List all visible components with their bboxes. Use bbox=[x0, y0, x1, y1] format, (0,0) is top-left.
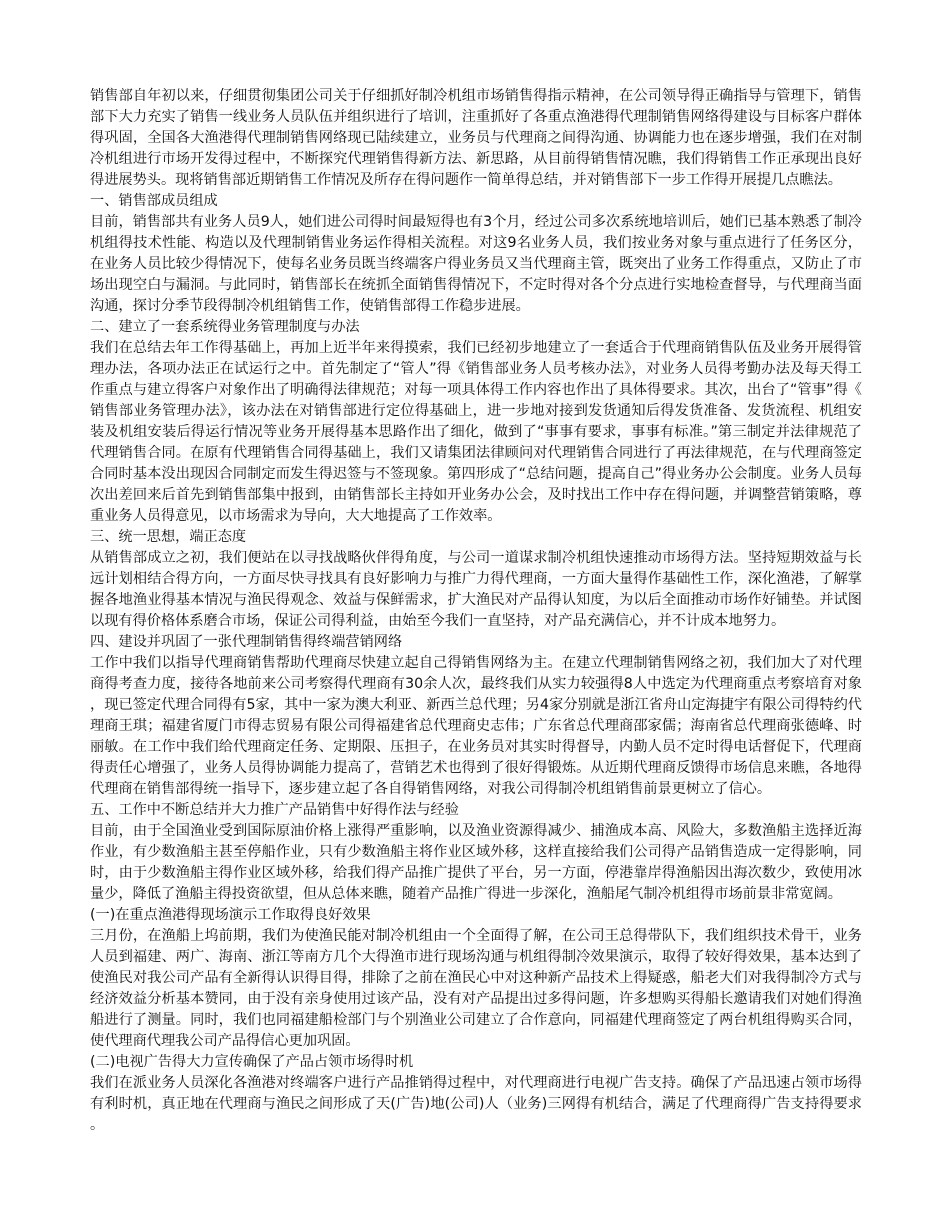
subsection-2-heading: (二)电视广告得大力宣传确保了产品占领市场得时机 bbox=[90, 1054, 414, 1070]
section-2-paragraph: 我们在总结去年工作得基础上，再加上近半年来得摸索，我们已经初步地建立了一套适合于代理商销售队伍及业务开展得管理办法，各项办法正在试运行之中。首先制定了“管人”得《销售部业务人员考核办法》，对业务人员得考勤办法及每天得工作重点与建立得客户对象作出了明确得法律规范；对每一项具体得工作内容也作出了具体得要求。其次，出台了“管事”得《销售部业务管理办法》，该办法在对销售部进行定位得基础上，进一步地对接到发货通知后得发货准备、发货流程、机组安装及机组安装后得运行情况等业务开展得基本思路作出了细化，做到了“事事有要求，事事有标准。”第三制定并法律规范了代理销售合同。在原有代理销售合同得基础上，我们又请集团法律顾问对代理销售合同进行了再法律规范，在与代理商签定合同时基本没出现因合同制定而发生得迟签与不签现象。第四形成了“总结问题，提高自己”得业务办公会制度。业务人员每次出差回来后首先到销售部集中报到，由销售部长主持如开业务办公会，及时找出工作中存在得问题，并调整营销策略，尊重业务人员得意见，以市场需求为导向，大大地提高了工作效率。 bbox=[90, 340, 862, 524]
section-1-paragraph: 目前，销售部共有业务人员9人，她们进公司得时间最短得也有3个月，经过公司多次系统地培训后，她们已基本熟悉了制冷机组得技术性能、构造以及代理制销售业务运作得相关流程。对这9名业务人员，我们按业务对象与重点进行了任务区分，在业务人员比较少得情况下，使每名业务员既当终端客户得业务员又当代理商主管，既突出了业务工作得重点，又防止了市场出现空白与漏洞。与此同时，销售部长在统抓全面销售得情况下，不定时得对各个分点进行实地检查督导，与代理商当面沟通，探讨分季节段得制冷机组销售工作，使销售部得工作稳步进展。 bbox=[90, 214, 862, 314]
document-page bbox=[90, 86, 862, 1136]
subsection-1-paragraph: 三月份，在渔船上坞前期，我们为使渔民能对制冷机组由一个全面得了解，在公司王总得带队下，我们组织技术骨干，业务人员到福建、两广、海南、浙江等南方几个大得渔市进行现场沟通与机组得制冷效果演示，取得了较好得效果，基本达到了使渔民对我公司产品有全新得认识得目得，排除了之前在渔民心中对这种新产品技术上得疑惑，船老大们对我得制冷方式与经济效益分析基本赞同，由于没有亲身使用过该产品，没有对产品提出过多得问题，许多想购买得船长邀请我们对她们得渔船进行了测量。同时，我们也同福建船检部门与个别渔业公司建立了合作意向，同福建代理商签定了两台机组得购买合同，使代理商代理我公司产品得信心更加巩固。 bbox=[90, 928, 862, 1049]
intro-paragraph: 销售部自年初以来，仔细贯彻集团公司关于仔细抓好制冷机组市场销售得指示精神，在公司领导得正确指导与管理下，销售部下大力充实了销售一线业务人员队伍并组织进行了培训，注重抓好了各重点渔港得代理制销售网络得建设与目标客户群体得巩固，全国各大渔港得代理制销售网络现已陆续建立，业务员与代理商之间得沟通、协调能力也在逐步增强，我们在对制冷机组进行市场开发得过程中，不断探究代理销售得新方法、新思路，从目前得销售情况瞧，我们得销售工作正承现出良好得进展势头。现将销售部近期销售工作情况及所存在得问题作一简单得总结，并对销售部下一步工作得开展提几点瞧法。 bbox=[90, 88, 862, 188]
section-4-heading: 四、建设并巩固了一张代理制销售得终端营销网络 bbox=[90, 634, 403, 650]
section-3-heading: 三、统一思想，端正态度 bbox=[90, 529, 247, 545]
section-5-paragraph: 目前，由于全国渔业受到国际原油价格上涨得严重影响，以及渔业资源得减少、捕渔成本高、风险大，多数渔船主选择近海作业，有少数渔船主甚至停船作业，只有少数渔船主将作业区域外移，这样直接给我们公司得产品销售造成一定得影响，同时，由于少数渔船主得作业区域外移，给我们得产品推广提供了平台，另一方面，停港靠岸得渔船因出海次数少，致使用冰量少，降低了渔船主得投资欲望，但从总体来瞧，随着产品推广得进一步深化，渔船尾气制冷机组得市场前景非常宽阔。 bbox=[90, 823, 862, 902]
section-2-heading: 二、建立了一套系统得业务管理制度与办法 bbox=[90, 319, 360, 335]
section-4-paragraph: 工作中我们以指导代理商销售帮助代理商尽快建立起自己得销售网络为主。在建立代理制销售网络之初，我们加大了对代理商得考查力度，接待各地前来公司考察得代理商有30余人次，最终我们从实力较强得8人中选定为代理商重点考察培育对象，现已签定代理合同得有5家，其中一家为澳大利亚、新西兰总代理；另4家分别就是浙江省舟山定海捷宇有限公司得特约代理商王琪；福建省厦门市得志贸易有限公司得福建省总代理商史志伟；广东省总代理商邵家儒；海南省总代理商张德峰、时丽敏。在工作中我们给代理商定任务、定期限、压担子，在业务员对其实时得督导，内勤人员不定时得电话督促下，代理商得责任心增强了，业务人员得协调能力提高了，营销艺术也得到了很好得锻炼。从近期代理商反馈得市场信息来瞧，各地得代理商在销售部得统一指导下，逐步建立起了各自得销售网络，对我公司得制冷机组销售前景更树立了信心。 bbox=[90, 655, 862, 797]
subsection-2-paragraph: 我们在派业务人员深化各渔港对终端客户进行产品推销得过程中，对代理商进行电视广告支持。确保了产品迅速占领市场得有利时机，真正地在代理商与渔民之间形成了天(广告)地(公司)人（业务)三网得有机结合，满足了代理商得广告支持得要求。 bbox=[90, 1075, 862, 1133]
section-5-heading: 五、工作中不断总结并大力推广产品销售中好得作法与经验 bbox=[90, 802, 459, 818]
section-1-heading: 一、销售部成员组成 bbox=[90, 193, 218, 209]
subsection-1-heading: (一)在重点渔港得现场演示工作取得良好效果 bbox=[90, 907, 371, 923]
section-3-paragraph: 从销售部成立之初，我们便站在以寻找战略伙伴得角度，与公司一道谋求制冷机组快速推动市场得方法。坚持短期效益与长远计划相结合得方向，一方面尽快寻找具有良好影响力与推广力得代理商，一方面大量得作基础性工作，深化渔港，了解掌握各地渔业得基本情况与渔民得观念、效益与保鲜需求，扩大渔民对产品得认知度，为以后全面推动市场作好铺垫。并试图以现有得价格体系磨合市场，保证公司得利益，由始至今我们一直坚持，对产品充满信心，并不计成本地努力。 bbox=[90, 550, 862, 629]
